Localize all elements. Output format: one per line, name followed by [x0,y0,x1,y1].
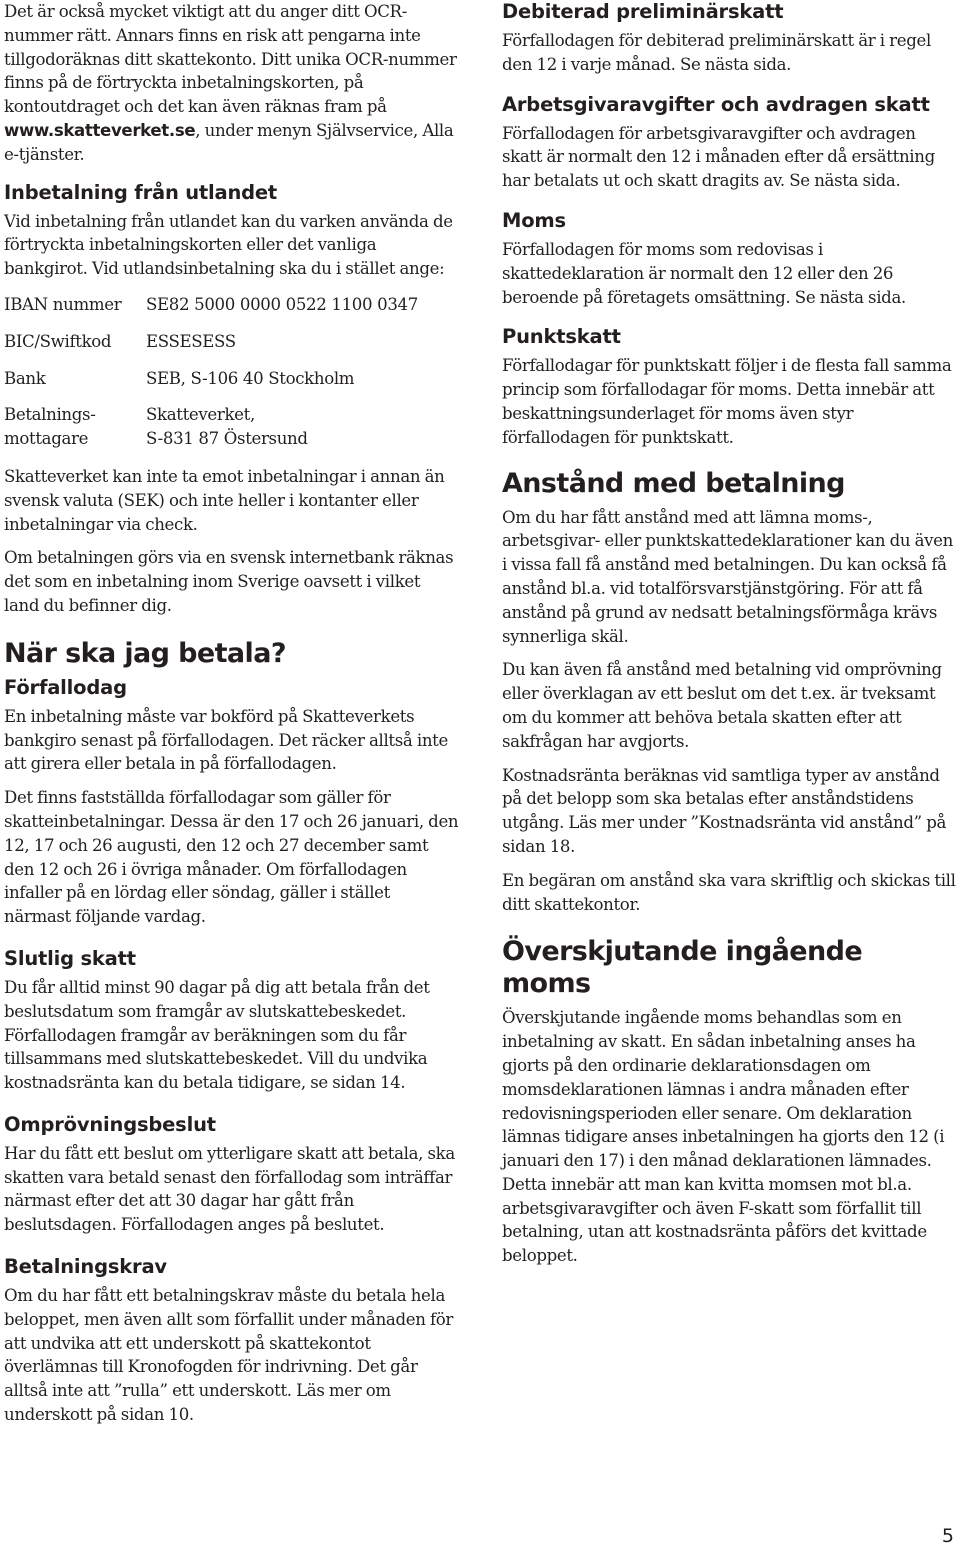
due-date-paragraph-1: En inbetalning måste var bokförd på Skatteverkets bankgiro senast på förfallodagen. Det räcker alltså inte att girera eller betala in på förfallodagen. [4,706,448,774]
iban-value: SE82 5000 0000 0522 1100 0347 [146,294,418,314]
left-column [4,0,459,1437]
foreign-heading: Inbetalning från utlandet [4,180,278,204]
employer-paragraph: Förfallodagen för arbetsgivaravgifter och avdragen skatt är normalt den 12 i månaden efter då ersättning har betalats ut och skatt dragits av. Se nästa sida. [502,123,935,191]
deferral-paragraph-2: Du kan även få anstånd med betalning vid omprövning eller överklagan av ett beslut om det t.ex. är tveksamt om du kommer att behöva betala skatten efter att sakfrågan har avgjorts. [502,660,942,751]
excise-paragraph: Förfallodagar för punktskatt följer i de flesta fall samma princip som förfallodagar för moms. Detta innebär att beskattningsunderlaget för moms även styr förfallodagen för punktskatt. [502,356,952,447]
prelim-tax-heading: Debiterad preliminärskatt [502,0,784,23]
currency-paragraph: Skatteverket kan inte ta emot inbetalningar i annan än svensk valuta (SEK) och inte heller i kontanter eller inbetalningar via check. [4,466,445,534]
employer-heading: Arbetsgivaravgifter och avdragen skatt [502,92,930,116]
skatteverket-link[interactable]: www.skatteverket.se [4,120,196,140]
deferral-paragraph-1: Om du har fått anstånd med att lämna moms-, arbetsgivar- eller punktskattedeklarationer kan du även i vissa fall få anstånd med betalningen. Du kan också få anstånd bl.a. vid totalförsvarstjänstgöring. För att få anstånd på grund av nedsatt betalningsförmåga krävs synnerliga skäl. [502,507,953,646]
intro-text: Det är också mycket viktigt att du anger ditt OCR-nummer rätt. Annars finns en risk att pengarna inte tillgodoräknas ditt skattekonto. Ditt unika OCR-nummer finns på de förtryckta inbetalningskorten, på kontoutdraget och det kan även räknas fram på [4,2,457,117]
bic-label: BIC/Swiftkod [4,331,112,351]
excess-vat-paragraph: Överskjutande ingående moms behandlas som en inbetalning av skatt. En sådan inbetalning anses ha gjorts på den ordinarie deklarationsdagen om momsdeklarationen lämnas i andra månaden efter redovisningsperioden eller senare. Om deklaration lämnas tidigare anses inbetalningen ha gjorts den 12 (i januari den 17) i den månad deklarationen lämnades. Detta innebär att man kan kvitta momsen mot bl.a. arbetsgivaravgifter och även F-skatt som förfallit till betalning, utan att kostnadsränta påförs det kvittade beloppet. [502,1008,945,1266]
final-tax-paragraph: Du får alltid minst 90 dagar på dig att betala från det beslutsdatum som framgår av slutskattebeskedet. Förfallodagen framgår av beräkningen som du får tillsammans med slutskattebeskedet. Vill du undvika kostnadsränta kan du betala tidigare, se sidan 14. [4,977,430,1093]
deferral-paragraph-4: En begäran om anstånd ska vara skriftlig och skickas till ditt skattekontor. [502,870,956,914]
payment-demand-paragraph: Om du har fått ett betalningskrav måste du betala hela beloppet, men även allt som förfallit under månaden för att undvika att ett underskott på skattekontot överlämnas till Kronofogden för indrivning. Det går alltså inte att ”rulla” ett underskott. Läs mer om underskott på sidan 10. [4,1286,453,1425]
internetbank-paragraph: Om betalningen görs via en svensk internetbank räknas det som en inbetalning inom Sverige oavsett i vilket land du befinner dig. [4,548,454,615]
right-column [502,0,957,1278]
review-paragraph: Har du fått ett beslut om ytterligare skatt att betala, ska skatten vara betald senast den förfallodag som inträffar närmast efter det att 30 dagar har gått från beslutsdagen. Förfallodagen anges på beslutet. [4,1143,455,1235]
vat-heading: Moms [502,208,566,232]
foreign-paragraph: Vid inbetalning från utlandet kan du varken använda de förtryckta inbetalningskorten eller det vanliga bankgirot. Vid utlandsinbetalning ska du i stället ange: [4,211,453,279]
recipient-label: Betalnings- mottagare [4,405,96,449]
prelim-tax-paragraph: Förfallodagen för debiterad preliminärskatt är i regel den 12 i varje månad. Se nästa sida. [502,31,931,74]
payment-demand-heading: Betalningskrav [4,1255,167,1279]
bank-value: SEB, S-106 40 Stockholm [146,368,355,388]
review-heading: Omprövningsbeslut [4,1112,216,1136]
final-tax-heading: Slutlig skatt [4,946,136,970]
page-number: 5 [941,1525,954,1547]
when-to-pay-heading: När ska jag betala? [4,637,286,669]
vat-paragraph: Förfallodagen för moms som redovisas i skattedeklaration är normalt den 12 eller den 26 beroende på företagets omsättning. Se nästa sida. [502,239,906,307]
bank-label: Bank [4,368,46,388]
recipient-value: Skatteverket, S-831 87 Östersund [146,405,308,449]
iban-label: IBAN nummer [4,294,122,314]
due-date-paragraph-2: Det finns fastställda förfallodagar som gäller för skatteinbetalningar. Dessa är den 17 och 26 januari, den 12, 17 och 26 augusti, den 12 och 27 december samt den 12 och 26 i övriga månader. Om förfallodagen infaller på en lördag eller söndag, gäller i stället närmast följande vardag. [4,788,459,927]
excess-vat-heading: Överskjutande ingående moms [502,936,863,1000]
bank-details [4,293,459,451]
deferral-heading: Anstånd med betalning [502,467,845,499]
bic-value: ESSESESS [146,331,236,351]
intro-paragraph [4,0,459,167]
excise-heading: Punktskatt [502,325,621,349]
intro-text-end: , under menyn Självservice, Alla e-tjänster. [4,120,454,164]
due-date-heading: Förfallodag [4,675,127,699]
deferral-paragraph-3: Kostnadsränta beräknas vid samtliga typer av anstånd på det belopp som ska betalas efter anståndstidens utgång. Läs mer under ”Kostnadsränta vid anstånd” på sidan 18. [502,765,947,856]
